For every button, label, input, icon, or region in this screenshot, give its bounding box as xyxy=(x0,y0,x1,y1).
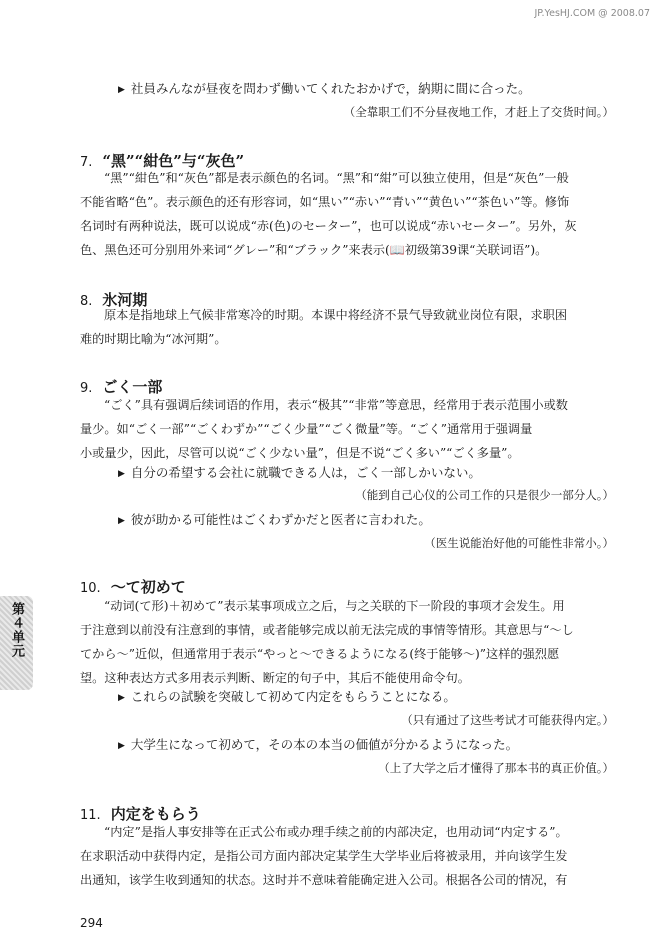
watermark: JP.YesHJ.COM @ 2008.07 xyxy=(534,8,650,19)
triangle-bullet-icon: ▶ xyxy=(118,516,125,526)
example-sentence: ▶ 自分の希望する会社に就職できる人は，ごく一部しかいない。 xyxy=(118,465,481,480)
chapter-tab-label: 第４单元 xyxy=(9,602,24,658)
triangle-bullet-icon: ▶ xyxy=(118,469,125,479)
example-translation: （全靠职工们不分昼夜地工作，才赶上了交货时间。） xyxy=(343,105,614,119)
section-paragraph: “黑”“紺色”和“灰色”都是表示颜色的名词。“黑”和“紺”可以独立使用，但是“灰色”一般 不能省略“色”。表示颜色的还有形容词，如“黒い”“赤い”“青い”“黄色い”“茶色い”等。修饰 名词时有两种说法，既可以说成“赤(色)のセーター”，也可以说成“赤いセーター”。另外，灰 色、黑色还可分别用外来词“グレー”和“ブラック”来表示(📖初级第39课“关联词语”)。 xyxy=(80,171,577,257)
example-sentence: ▶ 社員みんなが昼夜を問わず働いてくれたおかげで，納期に間に合った。 xyxy=(118,81,531,96)
section-paragraph: “动词(て形)＋初めて”表示某事项成立之后，与之关联的下一阶段的事项才会发生。用 于注意到以前没有注意到的事情，或者能够完成以前无法完成的事情等情形。其意思与“～し てから～”近似，但通常用于表示“やっと～できるようになる(终于能够～)”这样的强烈愿 望。这种表达方式多用表示判断、断定的句子中，其后不能使用命令句。 xyxy=(80,599,574,685)
triangle-bullet-icon: ▶ xyxy=(118,85,125,95)
example-sentence: ▶ 大学生になって初めて，その本の本当の価値が分かるようになった。 xyxy=(118,737,519,752)
section-paragraph: “ごく”具有强调后续词语的作用，表示“极其”“非常”等意思，经常用于表示范围小或数 量少。如“ごく一部”“ごくわずか”“ごく少量”“ごく微量”等。“ごく”通常用于强调量 小或量少，因此，尽管可以说“ごく少ない量”，但是不说“ごく多い”“ごく多量”。 xyxy=(80,398,568,460)
section-paragraph: 原本是指地球上气候非常寒冷的时期。本课中将经济不景气导致就业岗位有限，求职困 难的时期比喻为“冰河期”。 xyxy=(80,308,568,346)
section-heading: 7. “黑”“紺色”与“灰色” xyxy=(80,152,245,170)
section-heading: 10. ～て初めて xyxy=(80,578,186,596)
triangle-bullet-icon: ▶ xyxy=(118,693,125,703)
example-translation: （能到自己心仪的公司工作的只是很少一部分人。） xyxy=(355,488,614,502)
section-heading: 8. 氷河期 xyxy=(80,291,148,309)
example-sentence: ▶ 彼が助かる可能性はごくわずかだと医者に言われた。 xyxy=(118,512,431,527)
page-number: 294 xyxy=(80,916,103,930)
example-sentence: ▶ これらの試験を突破して初めて内定をもらうことになる。 xyxy=(118,689,456,704)
chapter-tab xyxy=(0,596,33,690)
example-translation: （上了大学之后才懂得了那本书的真正价值。） xyxy=(378,761,614,775)
example-translation: （医生说能治好他的可能性非常小。） xyxy=(424,536,614,550)
section-heading: 9. ごく一部 xyxy=(80,378,163,396)
section-paragraph: “内定”是指人事安排等在正式公布或办理手续之前的内部决定，也用动词“内定する”。 在求职活动中获得内定，是指公司方面内部决定某学生大学毕业后将被录用，并向该学生发 出通知，该学生收到通知的状态。这时并不意味着能确定进入公司。根据各公司的情况，有 xyxy=(80,825,568,887)
triangle-bullet-icon: ▶ xyxy=(118,741,125,751)
example-translation: （只有通过了这些考试才可能获得内定。） xyxy=(401,713,614,727)
section-heading: 11. 内定をもらう xyxy=(80,805,201,823)
